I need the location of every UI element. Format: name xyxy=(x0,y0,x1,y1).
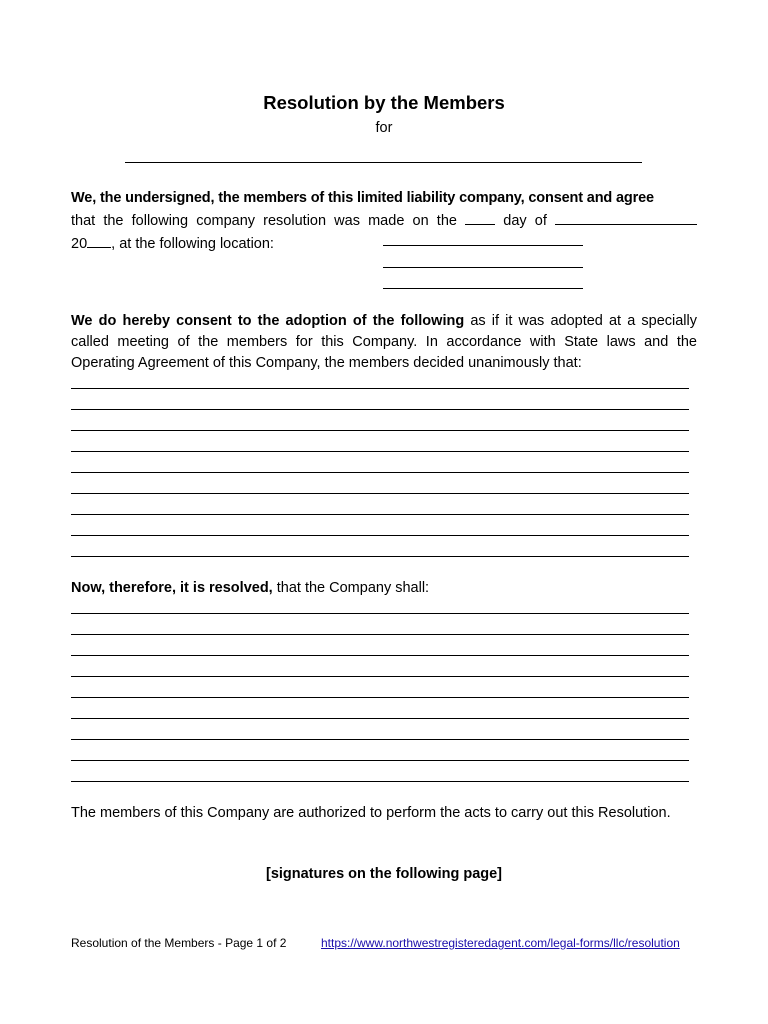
year-blank[interactable] xyxy=(87,232,111,248)
resolution-line[interactable] xyxy=(71,676,689,677)
location-label: , at the following location: xyxy=(111,236,274,252)
resolution-line[interactable] xyxy=(71,634,689,635)
document-subtitle: for xyxy=(375,120,393,136)
intro-line-2b: day of xyxy=(503,213,547,229)
resolution-line[interactable] xyxy=(71,613,689,614)
year-prefix: 20 xyxy=(71,236,88,252)
resolved-line xyxy=(71,578,697,599)
adoption-paragraph xyxy=(71,311,697,374)
intro-bold-text: We, the undersigned, the members of this limited liability company, consent and agree xyxy=(71,190,654,206)
adoption-line-2: called meeting of the members for this Company. In accordance with State laws and the xyxy=(71,334,697,350)
decision-line[interactable] xyxy=(71,472,689,473)
resolution-line[interactable] xyxy=(71,718,689,719)
location-line-1[interactable] xyxy=(383,245,583,246)
signature-note: [signatures on the following page] xyxy=(265,866,503,882)
intro-line-2a: that the following company resolution was made on the xyxy=(71,213,457,229)
document-title: Resolution by the Members xyxy=(263,92,505,113)
resolved-bold-text: Now, therefore, it is resolved, xyxy=(71,580,273,596)
adoption-bold-text: We do hereby consent to the adoption of the following xyxy=(71,313,465,329)
adoption-line-1 xyxy=(71,311,697,332)
adoption-line-3: Operating Agreement of this Company, the members decided unanimously that: xyxy=(71,355,582,371)
decision-line[interactable] xyxy=(71,430,689,431)
decision-line[interactable] xyxy=(71,388,689,389)
decision-line[interactable] xyxy=(71,556,689,557)
decision-line[interactable] xyxy=(71,493,689,494)
resolution-line[interactable] xyxy=(71,697,689,698)
footer-url-link[interactable]: https://www.northwestregisteredagent.com/legal-forms/llc/resolution xyxy=(321,936,680,950)
intro-line-2 xyxy=(71,209,697,232)
location-line-2[interactable] xyxy=(383,267,583,268)
resolution-line[interactable] xyxy=(71,760,689,761)
month-blank[interactable] xyxy=(555,209,697,225)
decision-line[interactable] xyxy=(71,409,689,410)
decision-line[interactable] xyxy=(71,451,689,452)
resolved-rest-text: that the Company shall: xyxy=(272,580,430,596)
company-name-blank[interactable] xyxy=(125,162,642,163)
decision-line[interactable] xyxy=(71,535,689,536)
resolution-line[interactable] xyxy=(71,781,689,782)
intro-line-3 xyxy=(71,232,697,255)
resolution-line[interactable] xyxy=(71,739,689,740)
resolution-line[interactable] xyxy=(71,655,689,656)
closing-statement: The members of this Company are authorized to perform the acts to carry out this Resolution. xyxy=(71,805,671,821)
footer-page-label: Resolution of the Members - Page 1 of 2 xyxy=(71,936,287,950)
day-blank[interactable] xyxy=(465,209,495,225)
location-line-3[interactable] xyxy=(383,288,583,289)
resolved-paragraph xyxy=(71,578,697,599)
decision-line[interactable] xyxy=(71,514,689,515)
adoption-line-1-rest: as if it was adopted at a specially xyxy=(464,313,697,329)
